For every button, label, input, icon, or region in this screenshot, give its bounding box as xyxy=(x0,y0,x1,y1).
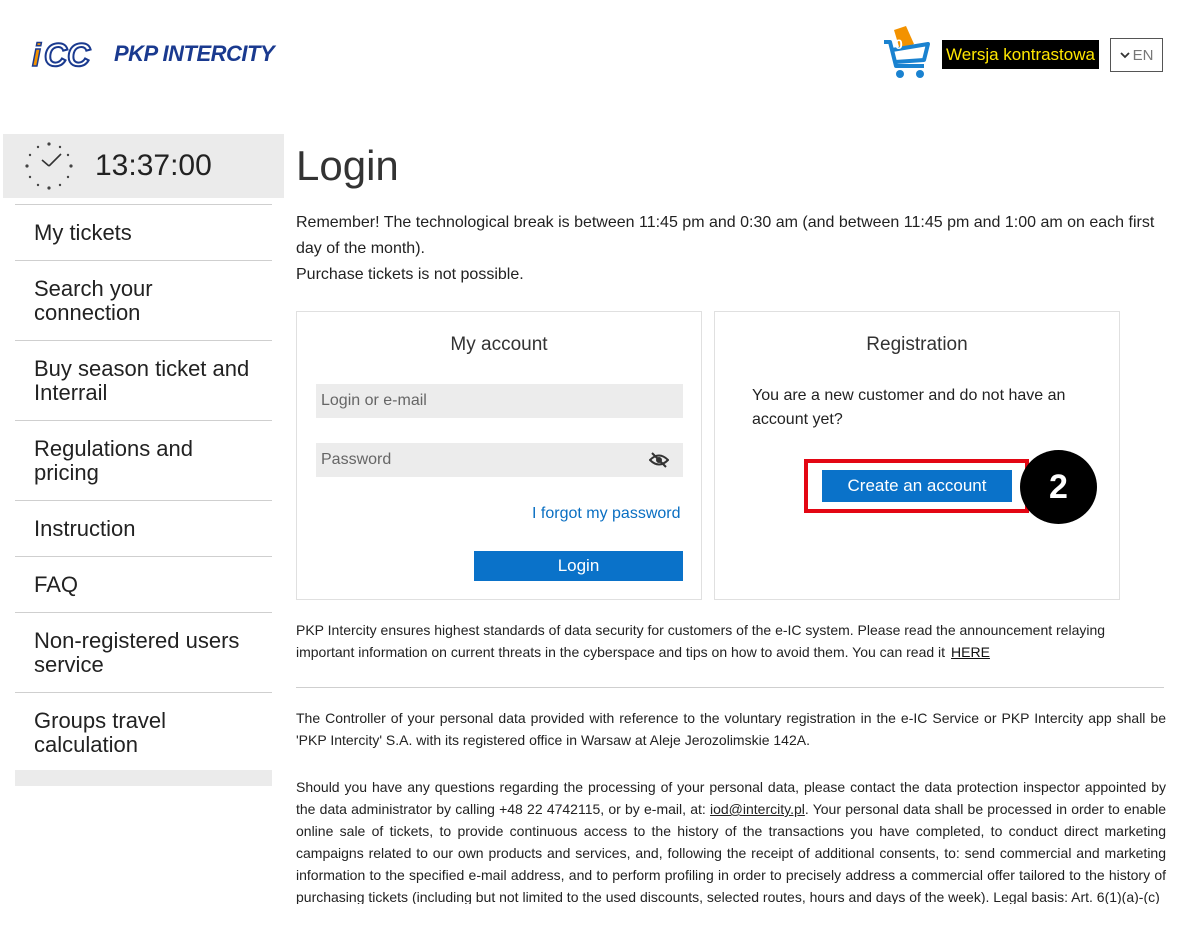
sidebar-item-label: Instruction xyxy=(34,515,136,541)
sidebar-item-search-connection[interactable] xyxy=(15,260,272,340)
sidebar-item-regulations[interactable] xyxy=(15,420,272,500)
notice-line-2: Purchase tickets is not possible. xyxy=(296,266,524,283)
sidebar-item-season-ticket[interactable] xyxy=(15,340,272,420)
chevron-down-icon xyxy=(1120,51,1130,59)
sidebar-footer xyxy=(15,770,272,786)
notice-line-1: Remember! The technological break is between 11:45 pm and 0:30 am (and between 11:45 pm and 1:00 am on each first day of the month). xyxy=(296,214,1155,257)
sidebar-item-groups-travel[interactable] xyxy=(15,692,272,772)
divider xyxy=(296,687,1164,688)
registration-text: You are a new customer and do not have an account yet? xyxy=(752,387,1066,428)
language-selector[interactable] xyxy=(1110,38,1163,72)
cart-icon xyxy=(880,24,934,80)
sidebar-item-label: Buy season ticket and Interrail xyxy=(34,355,250,405)
page-title: Login xyxy=(296,142,399,189)
security-text: PKP Intercity ensures highest standards of data security for customers of the e-IC system. Please read the announcement relaying important information on current threats in the cyberspace and tips on how to avoid them. You can read it xyxy=(296,622,1106,660)
security-notice xyxy=(296,619,1166,663)
eye-slash-icon[interactable] xyxy=(649,451,669,469)
sidebar-item-label: Non-registered users service xyxy=(34,627,240,677)
brand-name: PKP INTERCITY xyxy=(114,41,275,66)
dpo-email-link[interactable]: iod@intercity.pl xyxy=(709,801,805,817)
language-label: EN xyxy=(1132,46,1154,64)
sidebar-item-label: FAQ xyxy=(34,571,79,597)
my-account-title: My account xyxy=(450,334,548,355)
current-time: 13:37:00 xyxy=(95,149,212,182)
cart-count-badge: 0 xyxy=(895,36,903,52)
password-input[interactable] xyxy=(316,443,683,477)
svg-text:i: i xyxy=(32,37,41,72)
maintenance-notice xyxy=(296,210,1166,288)
questions-clip xyxy=(290,770,1170,904)
questions-paragraph xyxy=(296,776,1166,904)
sidebar-item-faq[interactable] xyxy=(15,556,272,612)
brand-logo[interactable] xyxy=(30,36,290,72)
sidebar-item-label: Search your connection xyxy=(34,275,153,325)
security-here-link[interactable]: HERE xyxy=(951,644,990,660)
forgot-password-link[interactable]: I forgot my password xyxy=(532,505,681,522)
clock-icon xyxy=(21,138,77,194)
sidebar-item-label: Groups travel calculation xyxy=(34,707,167,757)
sidebar-item-label: Regulations and pricing xyxy=(34,435,194,485)
sidebar-item-instruction[interactable] xyxy=(15,500,272,556)
svg-text:CC: CC xyxy=(44,37,91,72)
highlight-frame xyxy=(804,459,1029,513)
contrast-version-button[interactable]: Wersja kontrastowa xyxy=(942,40,1099,69)
create-account-button[interactable]: Create an account xyxy=(822,470,1012,502)
step-number-badge: 2 xyxy=(1020,450,1097,524)
shopping-cart-button[interactable] xyxy=(880,24,934,80)
questions-text-1: Should you have any questions regarding the processing of your personal data, please contact the data protection inspector appointed by the data administrator by calling +48 22 4742115, or by e-mail, at: xyxy=(296,779,1166,817)
controller-paragraph: The Controller of your personal data provided with reference to the voluntary registration in the e-IC Service or PKP Intercity app shall be 'PKP Intercity' S.A. with its registered office in Warsaw at Aleje Jerozolimskie 142A. xyxy=(296,710,1166,748)
sidebar-item-label: My tickets xyxy=(34,219,132,245)
sidebar-item-non-registered[interactable] xyxy=(15,612,272,692)
clock-widget xyxy=(3,134,284,198)
sidebar-nav xyxy=(15,204,272,772)
my-account-card xyxy=(296,311,702,600)
registration-title: Registration xyxy=(866,334,968,355)
questions-text-2: . Your personal data shall be processed in order to enable online sale of tickets, to provide continuous access to the history of the transactions you have completed, to conduct direct marketing campaigns related to our own products and services, and, following the receipt of additional consents, to: send commercial and marketing information to the specified e-mail address, and to perform profiling in order to precisely address a commercial offer tailored to the history of purchasing tickets (including but not limited to the used discounts, selected routes, hours and days of the week). Legal basis: Art. 6(1)(a)-(c) xyxy=(296,801,1166,904)
login-button[interactable]: Login xyxy=(474,551,683,581)
intercity-logo-icon xyxy=(30,36,108,72)
login-input[interactable] xyxy=(316,384,683,418)
sidebar-item-my-tickets[interactable] xyxy=(15,204,272,260)
